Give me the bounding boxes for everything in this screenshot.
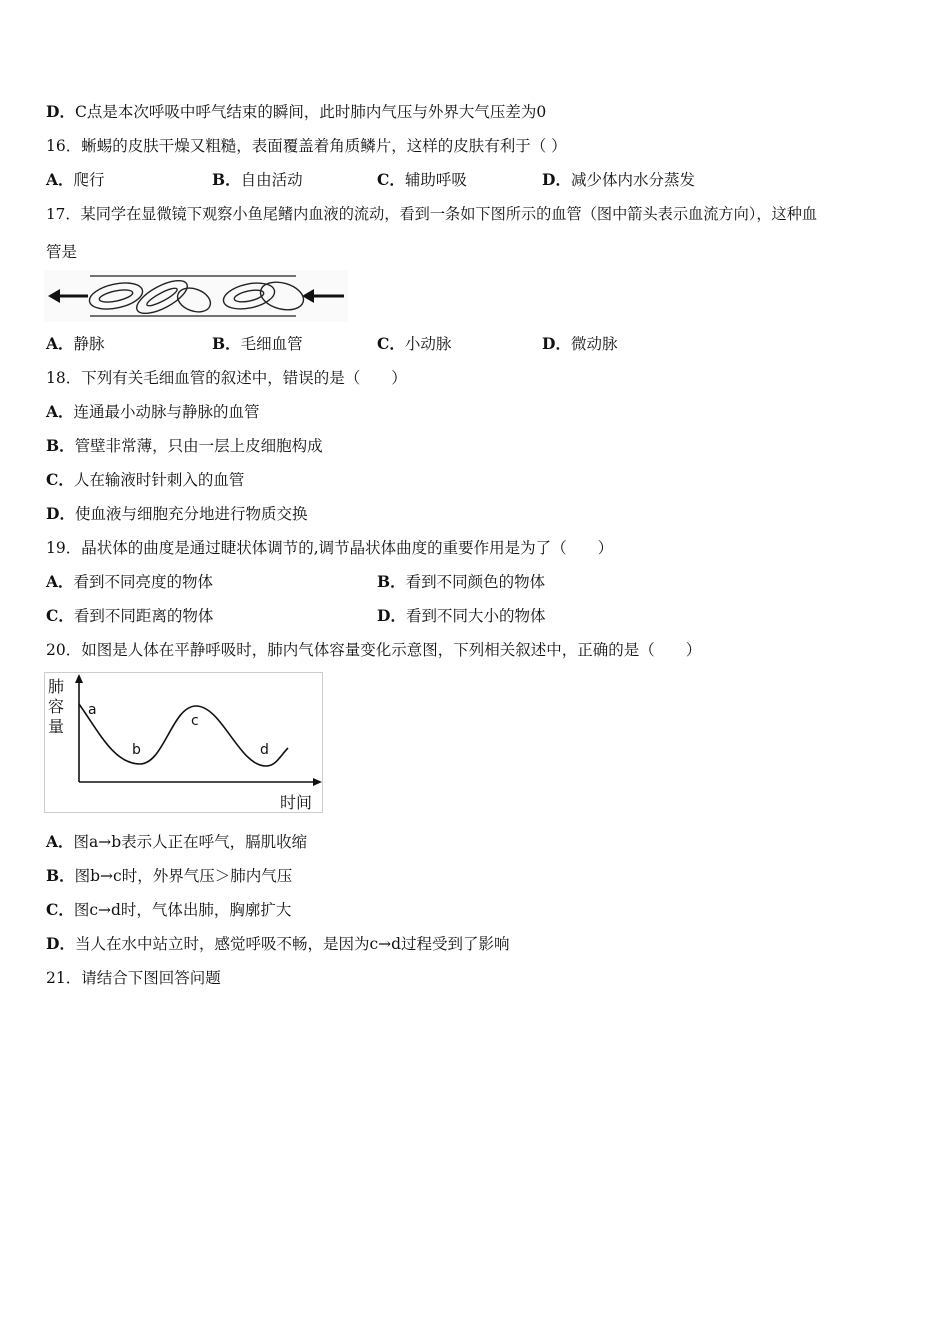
option-text: 连通最小动脉与静脉的血管 [73,403,260,421]
q19-option-a [46,572,213,592]
q19-option-b [377,572,545,592]
q17-option-c [377,334,451,354]
option-text: 减少体内水分蒸发 [570,171,695,189]
q20-stem: 20．如图是人体在平静呼吸时，肺内气体容量变化示意图，下列相关叙述中，正确的是（ ） [46,641,702,659]
q16-option-b [212,170,303,190]
q17-option-d [542,334,617,354]
q15-option-d [46,102,546,122]
option-letter: C． [46,900,74,919]
option-letter: B． [46,866,75,885]
option-letter: D． [46,102,75,121]
point-label-d: d [260,742,269,758]
option-text: 小动脉 [404,335,452,353]
option-text: 静脉 [73,335,105,353]
option-letter: D． [46,504,75,523]
point-label-a: a [88,702,97,718]
point-label-b: b [132,742,141,758]
q20-option-a [46,832,307,852]
y-axis-label-char: 肺 [48,677,65,696]
option-letter: D． [377,606,406,625]
q18-option-d [46,504,307,524]
option-text: 辅助呼吸 [404,171,467,189]
option-text: 自由活动 [240,171,303,189]
option-letter: B． [212,334,241,353]
lung-volume-figure [44,672,326,816]
blood-vessel-figure [44,270,348,322]
q16-option-a [46,170,105,190]
option-letter: C． [46,470,74,489]
q16-stem: 16．蜥蜴的皮肤干燥又粗糙，表面覆盖着角质鳞片，这样的皮肤有利于（ ） [46,137,567,155]
option-text: 微动脉 [570,335,618,353]
option-letter: A． [46,402,74,421]
option-text: 看到不同亮度的物体 [73,573,214,591]
option-letter: A． [46,832,74,851]
option-letter: C． [377,334,405,353]
option-text: 图b→c时，外界气压＞肺内气压 [74,867,293,885]
option-text: C点是本次呼吸中呼气结束的瞬间，此时肺内气压与外界大气压差为0 [74,103,547,121]
y-axis-label-char: 量 [48,717,65,736]
q17-option-a [46,334,105,354]
option-text: 当人在水中站立时，感觉呼吸不畅，是因为c→d过程受到了影响 [74,935,510,953]
q16-option-c [377,170,467,190]
q18-option-b [46,436,323,456]
option-letter: B． [212,170,241,189]
option-text: 使血液与细胞充分地进行物质交换 [74,505,308,523]
option-text: 人在输液时针刺入的血管 [73,471,245,489]
option-letter: B． [46,436,75,455]
point-label-c: c [191,713,199,729]
option-text: 看到不同颜色的物体 [405,573,546,591]
q18-stem: 18．下列有关毛细血管的叙述中，错误的是（ ） [46,369,407,387]
option-letter: B． [377,572,406,591]
q17-stem-line1: 17．某同学在显微镜下观察小鱼尾鳍内血液的流动，看到一条如下图所示的血管（图中箭头表示血流方向），这种血 [46,205,818,223]
option-text: 爬行 [73,171,105,189]
option-letter: D． [46,934,75,953]
option-text: 图c→d时，气体出肺，胸廓扩大 [73,901,292,919]
option-text: 毛细血管 [240,335,303,353]
x-axis-label: 时间 [280,793,313,812]
q20-option-c [46,900,291,920]
q19-option-d [377,606,545,626]
option-letter: D． [542,334,571,353]
option-text: 看到不同距离的物体 [73,607,214,625]
q19-stem: 19．晶状体的曲度是通过睫状体调节的,调节晶状体曲度的重要作用是为了（ ） [46,539,614,557]
q20-option-b [46,866,292,886]
option-text: 图a→b表示人正在呼气，膈肌收缩 [73,833,308,851]
option-text: 看到不同大小的物体 [405,607,546,625]
q16-option-d [542,170,695,190]
option-letter: A． [46,334,74,353]
q18-option-c [46,470,244,490]
option-letter: A． [46,572,74,591]
option-letter: C． [377,170,405,189]
option-letter: D． [542,170,571,189]
option-text: 管壁非常薄，只由一层上皮细胞构成 [74,437,323,455]
y-axis-label-char: 容 [48,697,65,716]
q20-option-d [46,934,510,954]
q21-stem: 21．请结合下图回答问题 [46,969,221,987]
option-letter: C． [46,606,74,625]
q17-option-b [212,334,303,354]
option-letter: A． [46,170,74,189]
q19-option-c [46,606,213,626]
q17-stem-line2: 管是 [46,243,78,261]
q18-option-a [46,402,260,422]
